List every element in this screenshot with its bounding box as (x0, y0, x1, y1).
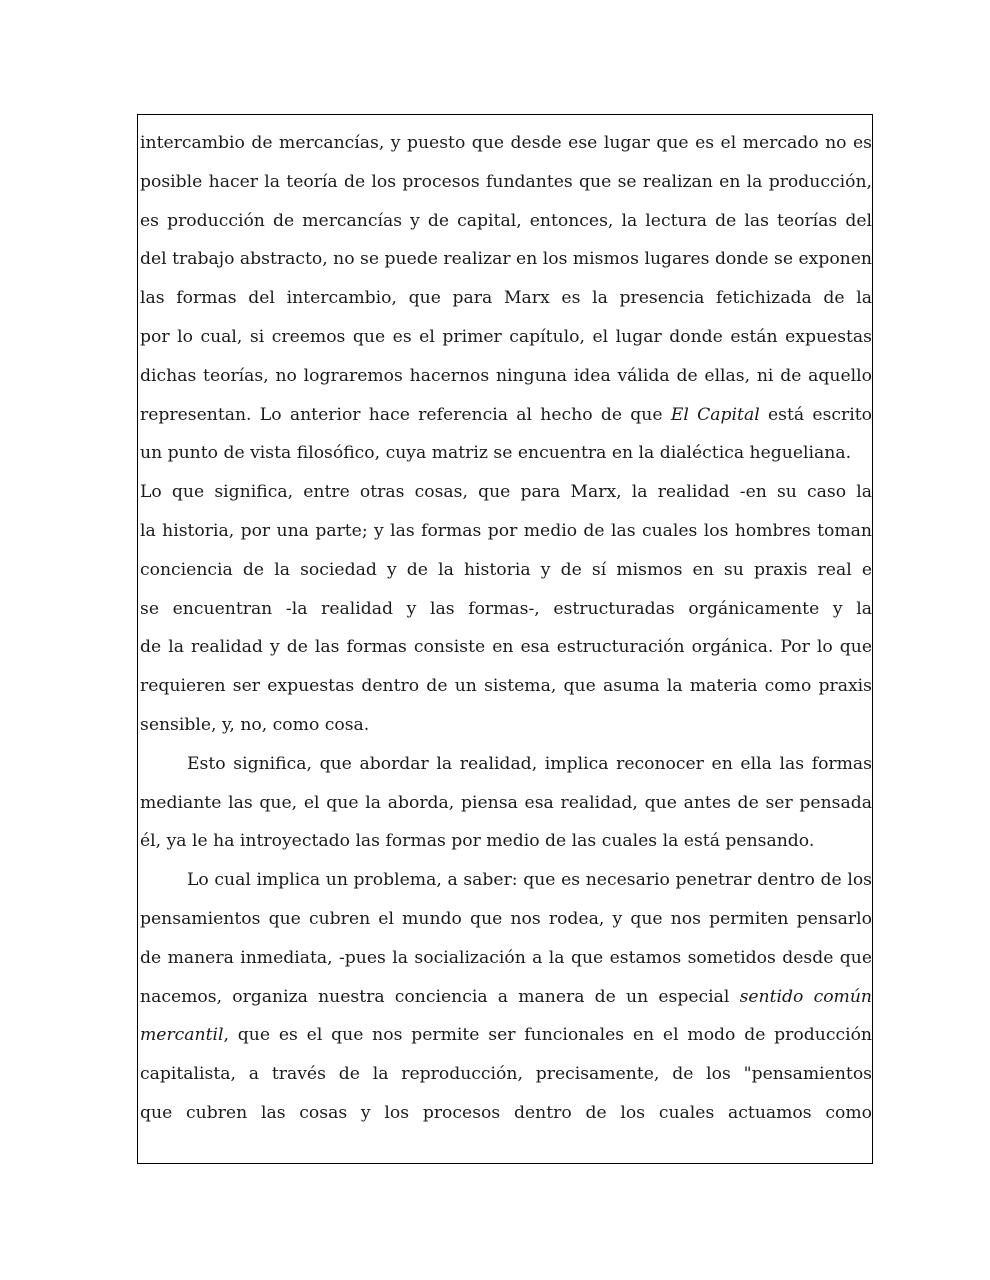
text-segment: Lo que significa, entre otras cosas, que para Marx, la realidad -en su caso la (140, 482, 872, 503)
text-line (140, 1094, 872, 1133)
text-line (140, 1055, 872, 1094)
text-segment: conciencia de la sociedad y de la historia y de sí mismos en su praxis real e (140, 559, 872, 580)
document-body (140, 124, 872, 1133)
text-segment: de la realidad y de las formas consiste en esa estructuración orgánica. Por lo que (140, 637, 872, 658)
text-segment: las formas del intercambio, que para Marx es la presencia fetichizada de la (140, 288, 872, 309)
text-segment: es producción de mercancías y de capital, entonces, la lectura de las teorías del (140, 210, 872, 231)
text-line (140, 240, 872, 279)
text-line (140, 667, 872, 706)
text-line (140, 163, 872, 202)
text-line (140, 978, 872, 1017)
text-line (140, 822, 872, 861)
text-line (140, 861, 872, 900)
italic-text: sentido común (739, 986, 872, 1007)
text-line (140, 900, 872, 939)
text-line (140, 124, 872, 163)
text-segment: por lo cual, si creemos que es el primer capítulo, el lugar donde están expuestas (140, 326, 872, 347)
text-segment: él, ya le ha introyectado las formas por medio de las cuales la está pensando. (140, 831, 815, 852)
text-segment: de manera inmediata, -pues la socialización a la que estamos sometidos desde que (140, 947, 872, 968)
text-segment: del trabajo abstracto, no se puede realizar en los mismos lugares donde se exponen (140, 249, 872, 270)
text-line (140, 318, 872, 357)
text-segment: Lo cual implica un problema, a saber: que es necesario penetrar dentro de los (187, 870, 872, 891)
italic-text: El Capital (670, 404, 760, 425)
text-line (140, 396, 872, 435)
text-segment: que cubren las cosas y los procesos dentro de los cuales actuamos como (140, 1102, 872, 1123)
text-segment: pensamientos que cubren el mundo que nos rodea, y que nos permiten pensarlo (140, 908, 872, 929)
text-segment: dichas teorías, no lograremos hacernos ninguna idea válida de ellas, ni de aquello (140, 365, 872, 386)
text-line (140, 784, 872, 823)
text-line (140, 551, 872, 590)
text-line (140, 279, 872, 318)
text-segment: posible hacer la teoría de los procesos fundantes que se realizan en la producción, (140, 171, 872, 192)
text-segment: nacemos, organiza nuestra conciencia a manera de un especial (140, 986, 740, 1007)
text-segment: capitalista, a través de la reproducción, precisamente, de los "pensamientos (140, 1064, 872, 1085)
text-segment: mediante las que, el que la aborda, piensa esa realidad, que antes de ser pensada (140, 792, 872, 813)
text-line (140, 706, 872, 745)
text-line (140, 1016, 872, 1055)
text-segment: un punto de vista filosófico, cuya matriz se encuentra en la dialéctica hegueliana. (140, 443, 852, 464)
text-segment: Esto significa, que abordar la realidad, implica reconocer en ella las formas (187, 753, 872, 774)
text-line (140, 512, 872, 551)
text-segment: se encuentran -la realidad y las formas-, estructuradas orgánicamente y la (140, 598, 872, 619)
text-segment: sensible, y, no, como cosa. (140, 714, 370, 735)
text-segment: requieren ser expuestas dentro de un sistema, que asuma la materia como praxis (140, 676, 872, 697)
text-line (140, 628, 872, 667)
text-line (140, 745, 872, 784)
text-line (140, 939, 872, 978)
text-line (140, 473, 872, 512)
text-segment: intercambio de mercancías, y puesto que desde ese lugar que es el mercado no es (140, 133, 872, 153)
text-line (140, 357, 872, 396)
text-line (140, 202, 872, 241)
text-segment: , que es el que nos permite ser funcionales en el modo de producción (223, 1025, 872, 1046)
text-line (140, 434, 872, 473)
text-line (140, 590, 872, 629)
text-segment: está escrito (767, 404, 872, 425)
text-segment: la historia, por una parte; y las formas por medio de las cuales los hombres toman (140, 520, 872, 541)
text-segment: representan. Lo anterior hace referencia al hecho de que (140, 404, 671, 425)
italic-text: mercantil (140, 1025, 224, 1046)
